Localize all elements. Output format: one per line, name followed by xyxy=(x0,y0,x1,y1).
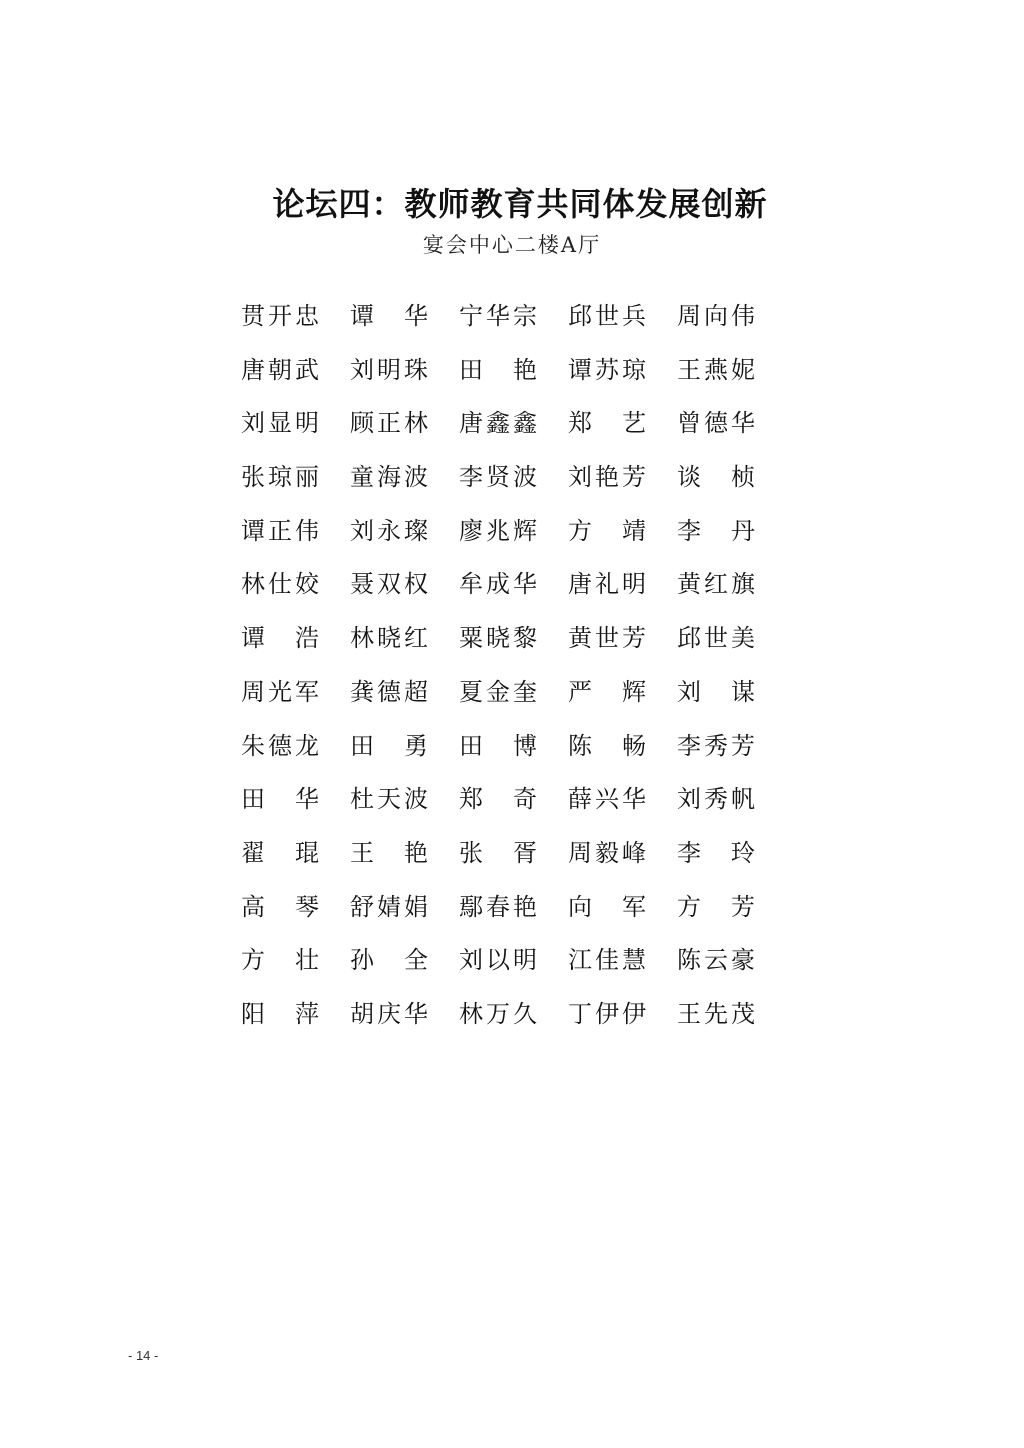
participant-name: 江 佳 慧 xyxy=(568,946,646,975)
participant-name: 周 毅 峰 xyxy=(568,838,646,867)
participant-name: 高 琴 xyxy=(241,892,319,921)
participant-name: 方 芳 xyxy=(677,892,755,921)
participant-name: 谭 正 伟 xyxy=(241,516,319,545)
participant-name: 刘 永 璨 xyxy=(350,516,428,545)
participant-name: 刘 明 珠 xyxy=(350,355,428,384)
participant-name: 丁 伊 伊 xyxy=(568,999,646,1028)
participant-name: 邱 世 兵 xyxy=(568,302,646,330)
participant-name: 童 海 波 xyxy=(350,463,428,492)
participant-name: 王 先 茂 xyxy=(677,999,755,1028)
participant-name: 周 光 军 xyxy=(241,677,319,706)
participant-name: 张 琼 丽 xyxy=(241,463,319,492)
participant-name: 粟 晓 黎 xyxy=(459,624,537,653)
participant-name: 陈 畅 xyxy=(568,731,646,760)
participant-name: 阳 萍 xyxy=(241,999,319,1028)
participant-name: 朱 德 龙 xyxy=(241,731,319,760)
participant-name: 黄 红 旗 xyxy=(677,570,755,599)
participant-name: 聂 双 权 xyxy=(350,570,428,599)
participant-name: 孙 全 xyxy=(350,946,428,975)
participant-name: 牟 成 华 xyxy=(459,570,537,599)
participant-name: 向 军 xyxy=(568,892,646,921)
participant-name: 龚 德 超 xyxy=(350,677,428,706)
participant-name: 田 华 xyxy=(241,785,319,814)
participant-name: 陈 云 豪 xyxy=(677,946,755,975)
page-number: - 14 - xyxy=(128,1348,159,1363)
participant-name: 刘 秀 帆 xyxy=(677,785,755,814)
participant-name: 李 丹 xyxy=(677,516,755,545)
participant-name: 翟 琨 xyxy=(241,838,319,867)
participant-name: 刘 谋 xyxy=(677,677,755,706)
participant-name: 薛 兴 华 xyxy=(568,785,646,814)
participant-name: 谭 华 xyxy=(350,302,428,330)
participant-name: 谭 浩 xyxy=(241,624,319,653)
participant-name: 黄 世 芳 xyxy=(568,624,646,653)
participant-name: 林 仕 姣 xyxy=(241,570,319,599)
participant-name: 邱 世 美 xyxy=(677,624,755,653)
participant-name: 林 晓 红 xyxy=(350,624,428,653)
participant-name: 杜 天 波 xyxy=(350,785,428,814)
participant-name: 唐 鑫 鑫 xyxy=(459,409,537,438)
participant-name: 唐 朝 武 xyxy=(241,355,319,384)
participant-name: 严 辉 xyxy=(568,677,646,706)
participant-name: 曾 德 华 xyxy=(677,409,755,438)
participant-name: 舒 婧 娟 xyxy=(350,892,428,921)
participant-name: 宁 华 宗 xyxy=(459,302,537,330)
participant-name: 田 博 xyxy=(459,731,537,760)
participant-name: 胡 庆 华 xyxy=(350,999,428,1028)
participant-name: 鄢 春 艳 xyxy=(459,892,537,921)
participant-name: 李 玲 xyxy=(677,838,755,867)
participant-name: 顾 正 林 xyxy=(350,409,428,438)
participant-name: 郑 奇 xyxy=(459,785,537,814)
participant-name: 王 艳 xyxy=(350,838,428,867)
participant-name: 周 向 伟 xyxy=(677,302,755,330)
participant-name: 林 万 久 xyxy=(459,999,537,1028)
participant-name: 李 秀 芳 xyxy=(677,731,755,760)
participant-name: 方 壮 xyxy=(241,946,319,975)
participant-name: 刘 显 明 xyxy=(241,409,319,438)
participant-name: 谭 苏 琼 xyxy=(568,355,646,384)
participant-name: 谈 桢 xyxy=(677,463,755,492)
participant-name: 刘 以 明 xyxy=(459,946,537,975)
participant-name: 刘 艳 芳 xyxy=(568,463,646,492)
participant-name: 廖 兆 辉 xyxy=(459,516,537,545)
participant-name: 田 勇 xyxy=(350,731,428,760)
participant-name: 田 艳 xyxy=(459,355,537,384)
participant-name: 张 胥 xyxy=(459,838,537,867)
participant-name: 李 贤 波 xyxy=(459,463,537,492)
participant-name: 方 靖 xyxy=(568,516,646,545)
participant-name: 王 燕 妮 xyxy=(677,355,755,384)
participant-name: 贯 开 忠 xyxy=(241,302,319,330)
participant-name: 唐 礼 明 xyxy=(568,570,646,599)
page-title: 论坛四：教师教育共同体发展创新 xyxy=(272,185,768,223)
participant-names-grid xyxy=(240,290,780,1042)
participant-name: 夏 金 奎 xyxy=(459,677,537,706)
venue-subtitle: 宴会中心二楼A厅 xyxy=(422,233,602,257)
participant-name: 郑 艺 xyxy=(568,409,646,438)
